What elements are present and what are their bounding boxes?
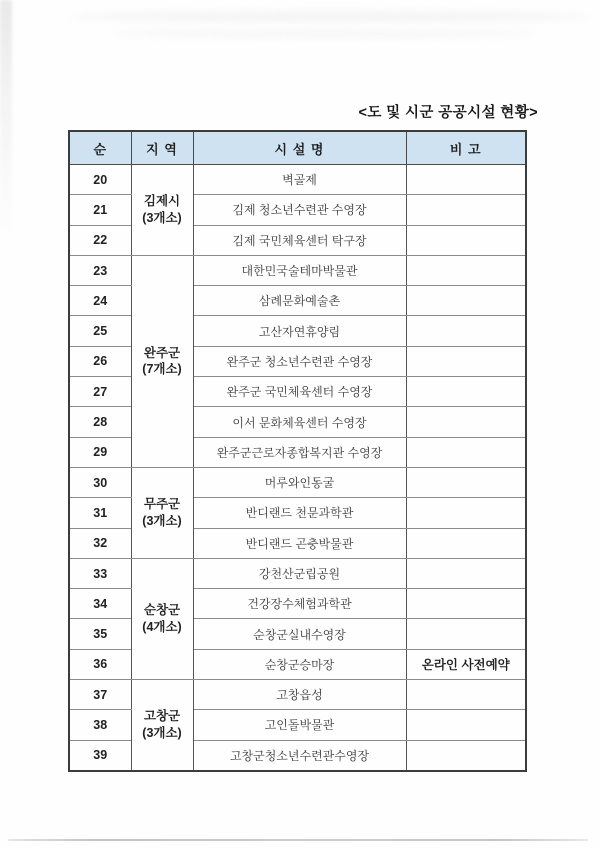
- note-cell: [406, 498, 526, 528]
- row-number-cell: 21: [69, 195, 131, 225]
- table-row: [69, 558, 526, 588]
- facility-name-cell: 순창군승마장: [193, 649, 406, 679]
- facility-name-cell: 순창군실내수영장: [193, 619, 406, 649]
- region-cell: [131, 467, 193, 558]
- table-row: [69, 680, 526, 710]
- facility-name-cell: 고인돌박물관: [193, 710, 406, 740]
- region-count-label: (3개소): [142, 210, 182, 225]
- scan-artifact-top-streak: [70, 12, 590, 21]
- facility-name-cell: 대한민국술테마박물관: [193, 255, 406, 285]
- note-cell: [406, 680, 526, 710]
- row-number-cell: 25: [69, 316, 131, 346]
- col-header-note: 비 고: [406, 131, 526, 165]
- facility-name-cell: 이서 문화체육센터 수영장: [193, 407, 406, 437]
- row-number-cell: 32: [69, 528, 131, 558]
- region-cell: [131, 165, 193, 256]
- row-number-cell: 22: [69, 225, 131, 255]
- scan-artifact-bottom-page-edge: [8, 839, 588, 841]
- row-number-cell: 28: [69, 407, 131, 437]
- note-cell: [406, 316, 526, 346]
- region-name: 김제시: [143, 194, 181, 209]
- note-cell: [406, 740, 526, 771]
- row-number-cell: 37: [69, 680, 131, 710]
- row-number-cell: 38: [69, 710, 131, 740]
- region-name: 무주군: [143, 497, 181, 512]
- note-cell: [406, 710, 526, 740]
- scan-artifact-top-streak: [110, 30, 540, 37]
- facility-name-cell: 벽골제: [193, 165, 406, 195]
- row-number-cell: 23: [69, 255, 131, 285]
- note-cell: [406, 195, 526, 225]
- note-cell: [406, 225, 526, 255]
- region-count-label: (4개소): [142, 619, 182, 634]
- facility-name-cell: 김제 청소년수련관 수영장: [193, 195, 406, 225]
- note-cell: [406, 377, 526, 407]
- region-cell: [131, 558, 193, 679]
- region-cell: [131, 680, 193, 771]
- col-header-region: 지 역: [131, 131, 193, 165]
- facility-name-cell: 완주군근로자종합복지관 수영장: [193, 437, 406, 467]
- region-count-label: (3개소): [142, 725, 182, 740]
- row-number-cell: 34: [69, 589, 131, 619]
- note-cell: 온라인 사전예약: [406, 649, 526, 679]
- row-number-cell: 36: [69, 649, 131, 679]
- region-count-label: (7개소): [142, 362, 182, 377]
- note-cell: [406, 589, 526, 619]
- facilities-table-body: [69, 165, 526, 771]
- row-number-cell: 31: [69, 498, 131, 528]
- scan-artifact-left-smudge: [0, 0, 12, 240]
- facility-name-cell: 건강장수체험과학관: [193, 589, 406, 619]
- col-header-facility: 시 설 명: [193, 131, 406, 165]
- table-row: [69, 165, 526, 195]
- row-number-cell: 35: [69, 619, 131, 649]
- row-number-cell: 24: [69, 286, 131, 316]
- row-number-cell: 30: [69, 467, 131, 497]
- table-row: [69, 255, 526, 285]
- note-cell: [406, 437, 526, 467]
- region-name: 고창군: [143, 709, 181, 724]
- note-cell: [406, 558, 526, 588]
- col-header-no: 순: [69, 131, 131, 165]
- facility-name-cell: 반디랜드 천문과학관: [193, 498, 406, 528]
- facility-name-cell: 김제 국민체육센터 탁구장: [193, 225, 406, 255]
- note-cell: [406, 528, 526, 558]
- note-cell: [406, 467, 526, 497]
- note-cell: [406, 346, 526, 376]
- row-number-cell: 27: [69, 377, 131, 407]
- region-name: 완주군: [143, 345, 181, 360]
- note-cell: [406, 286, 526, 316]
- note-cell: [406, 165, 526, 195]
- table-row: [69, 467, 526, 497]
- region-name: 순창군: [143, 603, 181, 618]
- facility-name-cell: 고창읍성: [193, 680, 406, 710]
- facility-name-cell: 완주군 국민체육센터 수영장: [193, 377, 406, 407]
- row-number-cell: 26: [69, 346, 131, 376]
- facility-name-cell: 삼례문화예술촌: [193, 286, 406, 316]
- note-cell: [406, 619, 526, 649]
- facility-name-cell: 머루와인동굴: [193, 467, 406, 497]
- facility-name-cell: 반디랜드 곤충박물관: [193, 528, 406, 558]
- region-count-label: (3개소): [142, 513, 182, 528]
- row-number-cell: 39: [69, 740, 131, 771]
- note-cell: [406, 255, 526, 285]
- note-cell: [406, 407, 526, 437]
- row-number-cell: 33: [69, 558, 131, 588]
- row-number-cell: 20: [69, 165, 131, 195]
- facility-name-cell: 고산자연휴양림: [193, 316, 406, 346]
- facility-name-cell: 강천산군립공원: [193, 558, 406, 588]
- facilities-table: [68, 130, 527, 772]
- facility-name-cell: 고창군청소년수련관수영장: [193, 740, 406, 771]
- table-header-row: [69, 131, 526, 165]
- region-cell: [131, 255, 193, 467]
- facility-name-cell: 완주군 청소년수련관 수영장: [193, 346, 406, 376]
- row-number-cell: 29: [69, 437, 131, 467]
- page-title: <도 및 시군 공공시설 현황>: [358, 105, 538, 121]
